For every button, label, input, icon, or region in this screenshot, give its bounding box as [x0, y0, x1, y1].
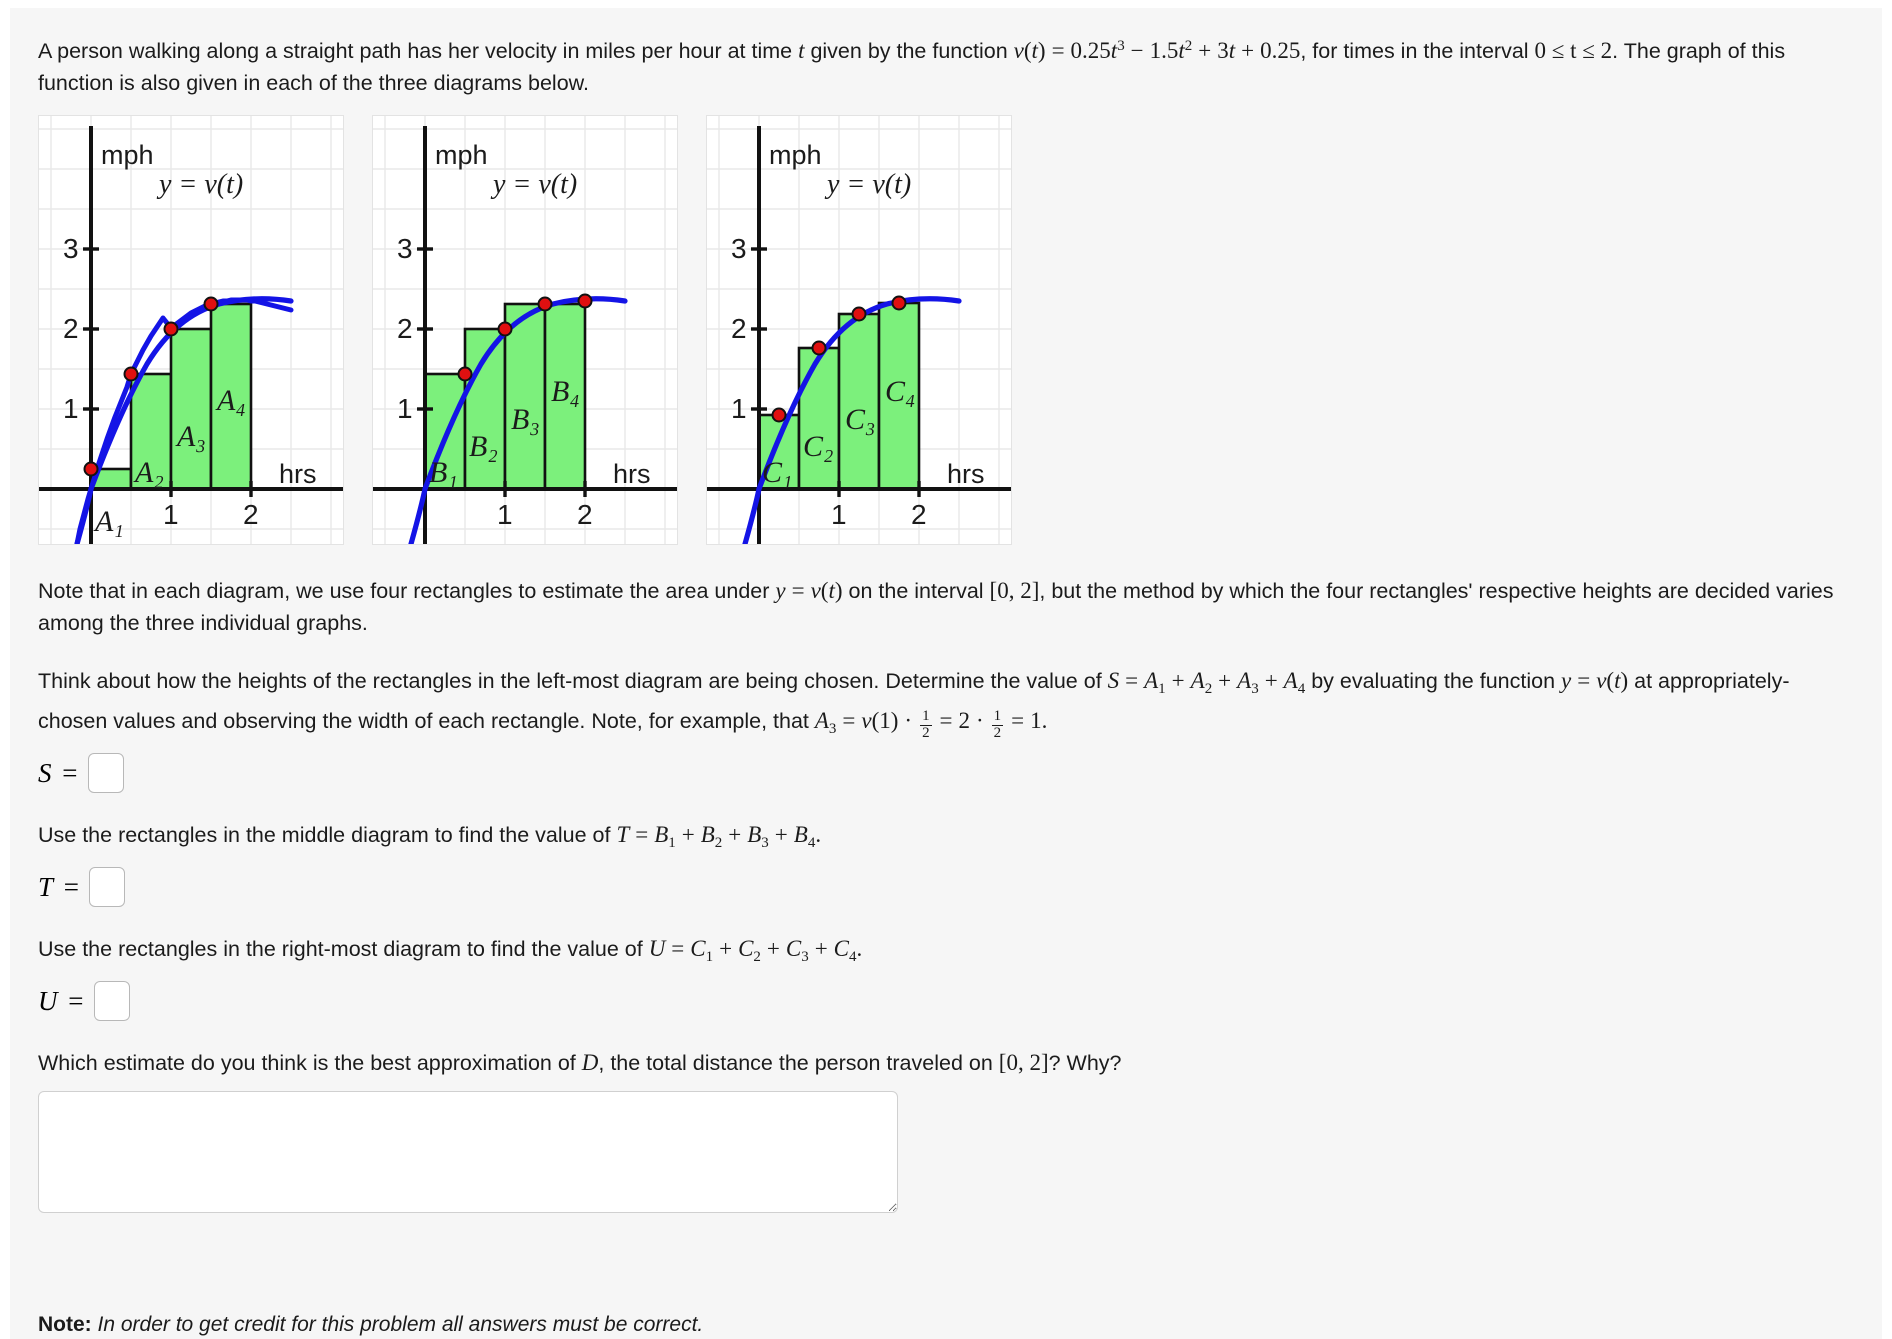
method-note-text-1: Note that in each diagram, we use four rectangles to estimate the area under	[38, 579, 776, 603]
rect-label-A4: A₄	[217, 384, 246, 417]
intro-t-var: t	[798, 38, 805, 63]
question-d-answer-textarea[interactable]	[38, 1091, 898, 1213]
question-t-prompt: Use the rectangles in the middle diagram to find the value of $T = B_1 + B_2 + B_3 + B_4$.	[38, 822, 822, 851]
method-note-paragraph: Note that in each diagram, we use four rectangles to estimate the area under y = v(t) on the interval [0, 2], but the method by which the four rectangles' respective heights are decided varies among the three individual graphs.	[38, 578, 1834, 635]
coef-quadratic: 1.5	[1149, 38, 1179, 63]
method-note-text-2: on the interval	[842, 579, 990, 603]
rect-B2	[465, 329, 505, 489]
left-diagram-svg	[39, 116, 343, 544]
curve-label: y = v(t)	[159, 169, 244, 200]
y-axis-unit-label: mph	[101, 140, 154, 170]
question-u-prompt: Use the rectangles in the right-most diagram to find the value of $U = C_1 + C_2 + C_3 + C_4$.	[38, 936, 863, 965]
y-tick-2: 2	[397, 313, 413, 344]
x-axis-unit-label: hrs	[279, 459, 317, 489]
y-tick-2: 2	[63, 313, 79, 344]
y-axis-unit-label: mph	[435, 140, 488, 170]
fn-name: v	[1013, 38, 1024, 63]
rect-label-C2: C₂	[803, 430, 834, 463]
answer-row-s	[38, 753, 1854, 793]
point-B4	[579, 295, 592, 308]
point-A2	[125, 368, 138, 381]
right-diagram-svg	[707, 116, 1011, 544]
question-t-text-1: Use the rectangles in the middle diagram to find the value of	[38, 823, 617, 847]
point-C3	[853, 308, 866, 321]
constant-term: 0.25	[1260, 38, 1301, 63]
question-s-text-1: Think about how the heights of the rectangles in the left-most diagram are being chosen. Determine the value of	[38, 669, 1108, 693]
right-diagram-panel	[706, 115, 1012, 545]
middle-diagram-panel	[372, 115, 678, 545]
y-tick-3: 3	[731, 233, 747, 264]
question-d-text-3: ? Why?	[1048, 1051, 1122, 1075]
x-axis-unit-label: hrs	[947, 459, 985, 489]
rect-A3	[171, 329, 211, 489]
answer-label-u: U	[38, 985, 58, 1016]
answer-equals-t: =	[62, 871, 81, 902]
rect-label-B3: B₃	[511, 403, 540, 436]
t-linear: t	[1228, 38, 1236, 63]
footer-note	[38, 1313, 703, 1337]
y-tick-1: 1	[731, 393, 747, 424]
left-diagram-panel	[38, 115, 344, 545]
question-s-text-2: by evaluating the function	[1305, 669, 1562, 693]
point-A3	[165, 323, 178, 336]
answer-row-u	[38, 981, 1854, 1021]
method-note-interval: [0, 2]	[989, 578, 1040, 603]
x-tick-2: 2	[911, 499, 927, 530]
x-tick-2: 2	[243, 499, 259, 530]
intro-text-1: A person walking along a straight path has her velocity in miles per hour at time	[38, 39, 799, 63]
question-u-text-1: Use the rectangles in the right-most diagram to find the value of	[38, 937, 649, 961]
rect-label-A2: A₂	[135, 456, 164, 489]
question-d-prompt	[38, 1047, 1854, 1079]
intro-text-2: given by the function	[804, 39, 1014, 63]
question-d-interval: [0, 2]	[998, 1050, 1049, 1075]
rect-label-A1: A₁	[95, 505, 124, 538]
rect-label-B2: B₂	[469, 430, 498, 463]
point-B1	[459, 368, 472, 381]
t-cubic-exp: 3	[1117, 38, 1125, 54]
t-quad-exp: 2	[1184, 38, 1193, 54]
x-axis-unit-label: hrs	[613, 459, 651, 489]
y-tick-2: 2	[731, 313, 747, 344]
spacer-5	[38, 1021, 1854, 1047]
y-tick-1: 1	[397, 393, 413, 424]
rect-label-C4: C₄	[885, 375, 916, 408]
answer-equals-s: =	[60, 757, 79, 788]
coef-cubic: 0.25	[1070, 38, 1111, 63]
rect-C3	[839, 314, 879, 489]
point-A4	[205, 298, 218, 311]
spacer-4	[38, 907, 1854, 933]
x-tick-1: 1	[831, 499, 847, 530]
plus-sign-2: +	[1241, 38, 1255, 63]
middle-diagram-svg	[373, 116, 677, 544]
question-s-prompt: Think about how the heights of the rectangles in the left-most diagram are being chosen. Determine the value of $S = A_1 + A_2 + A_3 + A_4$ by evaluating the function y = v(t) at appropriately-chosen values and observing the width of each rectangle. Note, for example, that $A_3 = v(1)$ · $\frac{1}{2}$ = 2 · $\frac{1}{2}$ = 1.	[38, 668, 1790, 741]
x-tick-1: 1	[497, 499, 513, 530]
question-d-text-1: Which estimate do you think is the best approximation of	[38, 1051, 582, 1075]
point-C2	[813, 342, 826, 355]
spacer-1	[38, 549, 1854, 575]
y-tick-3: 3	[63, 233, 79, 264]
intro-text-4: . The graph of this function is also given in each of the three diagrams below.	[38, 39, 1786, 95]
rect-label-B4: B₄	[551, 375, 580, 408]
y-axis-unit-label: mph	[769, 140, 822, 170]
answer-label-s: S	[38, 757, 52, 788]
diagrams-row	[38, 115, 1854, 545]
page-content	[10, 8, 1882, 1213]
spacer-3	[38, 793, 1854, 819]
curve-label: y = v(t)	[827, 169, 912, 200]
point-B2	[499, 323, 512, 336]
answer-input-s[interactable]	[88, 753, 124, 793]
intro-paragraph: A person walking along a straight path has her velocity in miles per hour at time t given by the function $v(t) = 0.25t^3 - 1.5t^2 + 3t + 0.25$, for times in the interval 0 ≤ t ≤ 2. The graph of this function is also given in each of the three diagrams below.	[38, 38, 1786, 95]
point-C1	[773, 409, 786, 422]
footer-note-label: Note:	[38, 1313, 92, 1336]
method-note-text-3: , but the method by which the four rectangles' respective heights are decided varies among the three individual graphs.	[38, 579, 1834, 635]
intro-text-3: , for times in the interval	[1300, 39, 1535, 63]
point-B3	[539, 298, 552, 311]
minus-sign: −	[1130, 38, 1144, 63]
rect-label-C3: C₃	[845, 403, 876, 436]
x-tick-1: 1	[163, 499, 179, 530]
rect-label-A3: A₃	[177, 420, 206, 453]
answer-equals-u: =	[66, 985, 85, 1016]
t-quad-base: t	[1178, 38, 1185, 63]
rect-C2	[799, 348, 839, 489]
question-d-var: D	[581, 1050, 599, 1075]
answer-input-t[interactable]	[89, 867, 125, 907]
y-tick-1: 1	[63, 393, 79, 424]
coef-linear: 3	[1217, 38, 1229, 63]
answer-input-u[interactable]	[94, 981, 130, 1021]
rect-label-C1: C₁	[762, 456, 793, 489]
footer-note-text: In order to get credit for this problem all answers must be correct.	[91, 1313, 704, 1336]
answer-label-t: T	[38, 871, 54, 902]
fn-arg: t	[1031, 38, 1038, 63]
intro-interval: 0 ≤ t ≤ 2	[1534, 38, 1613, 63]
eq-sign-1: =	[1051, 38, 1065, 63]
y-tick-3: 3	[397, 233, 413, 264]
curve-label: y = v(t)	[493, 169, 578, 200]
answer-row-t	[38, 867, 1854, 907]
point-A1	[85, 463, 98, 476]
question-s-text-3: at appropriately-chosen values and observing the width of each rectangle. Note, for example, that	[38, 669, 1790, 733]
t-cubic-base: t	[1110, 38, 1118, 63]
plus-sign-1: +	[1198, 38, 1212, 63]
question-d-text-2: , the total distance the person traveled on	[598, 1051, 999, 1075]
x-tick-2: 2	[577, 499, 593, 530]
point-C4	[893, 297, 906, 310]
spacer-2	[38, 639, 1854, 665]
rect-label-B1: B₁	[429, 456, 458, 489]
